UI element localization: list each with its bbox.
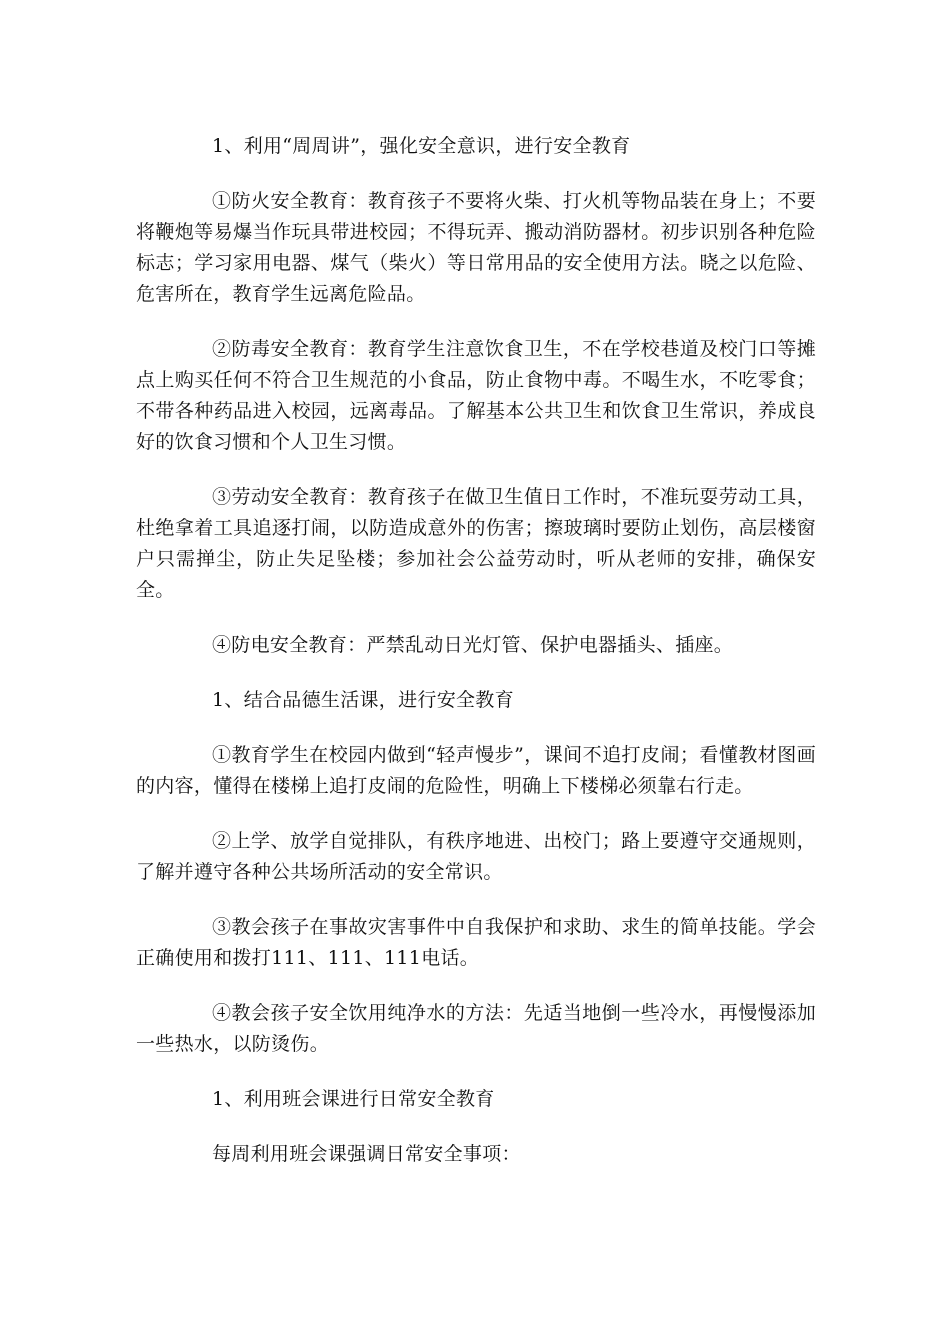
paragraph-electric-safety: ④防电安全教育：严禁乱动日光灯管、保护电器插头、插座。 (212, 634, 734, 656)
paragraph-poison-safety: ②防毒安全教育：教育学生注意饮食卫生，不在学校巷道及校门口等摊点上购买任何不符合卫生规范的小食品，防止食物中毒。不喝生水，不吃零食；不带各种药品进入校园，远离毒品。了解基本公共卫生和饮食卫生常识，养成良好的饮食习惯和个人卫生习惯。 (136, 338, 816, 453)
paragraph-quiet-walking: ①教育学生在校园内做到“轻声慢步”，课间不追打皮闹；看懂教材图画的内容，懂得在楼梯上追打皮闹的危险性，明确上下楼梯必须靠右行走。 (136, 744, 816, 797)
paragraph-weekly-items: 每周利用班会课强调日常安全事项： (212, 1143, 521, 1165)
paragraph-fire-safety: ①防火安全教育：教育孩子不要将火柴、打火机等物品装在身上；不要将鞭炮等易爆当作玩具带进校园；不得玩弄、搬动消防器材。初步识别各种危险标志；学习家用电器、煤气（柴火）等日常用品的安全使用方法。晓之以危险、危害所在，教育学生远离危险品。 (136, 190, 816, 305)
heading-class-meeting: 1、利用班会课进行日常安全教育 (212, 1088, 495, 1110)
paragraph-queue-traffic: ②上学、放学自觉排队，有秩序地进、出校门；路上要遵守交通规则，了解并遵守各种公共场所活动的安全常识。 (136, 830, 816, 883)
paragraph-self-protection: ③教会孩子在事故灾害事件中自我保护和求助、求生的简单技能。学会正确使用和拨打111、111、111电话。 (136, 916, 816, 969)
heading-weekly-talk: 1、利用“周周讲”，强化安全意识，进行安全教育 (212, 135, 631, 157)
paragraph-labor-safety: ③劳动安全教育：教育孩子在做卫生值日工作时，不准玩耍劳动工具，杜绝拿着工具追逐打闹，以防造成意外的伤害；擦玻璃时要防止划伤，高层楼窗户只需掸尘，防止失足坠楼；参加社会公益劳动时，听从老师的安排，确保安全。 (136, 486, 816, 601)
document-body (136, 131, 816, 1194)
paragraph-drinking-water: ④教会孩子安全饮用纯净水的方法：先适当地倒一些冷水，再慢慢添加一些热水，以防烫伤。 (136, 1002, 816, 1055)
heading-moral-class: 1、结合品德生活课，进行安全教育 (212, 689, 514, 711)
